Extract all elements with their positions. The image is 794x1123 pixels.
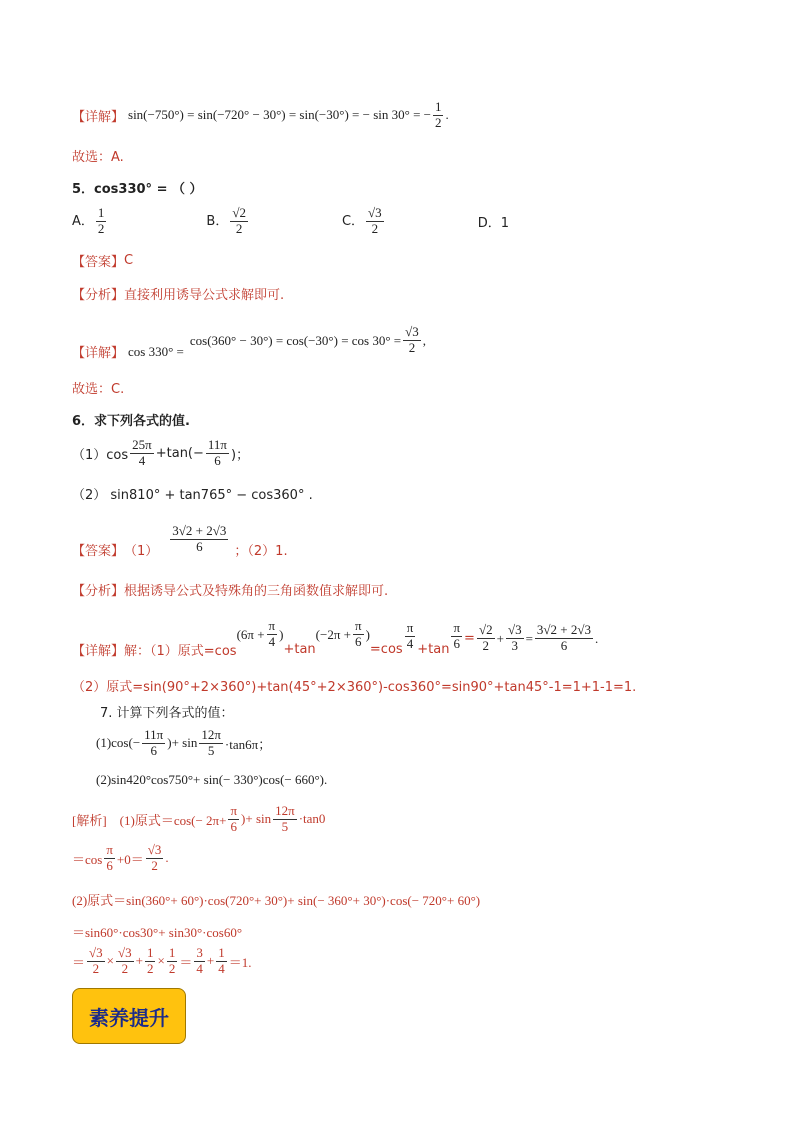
select-answer-line: 故选：A. — [72, 150, 124, 165]
question-6-part-2: （2） sin810° + tan765° − cos360° . — [72, 488, 313, 503]
section-badge: 素养提升 — [72, 988, 186, 1044]
fraction: $\frac{1}{2}$ — [434, 99, 442, 130]
answer-line: 【答案】 C — [72, 253, 134, 270]
question-7: 7. 计算下列各式的值： — [100, 706, 234, 721]
solution-line-4: ＝sin60°·cos30°+ sin30°·cos60° — [72, 925, 243, 940]
solution-line-1: [解析] (1)原式＝cos(− 2π+ $\frac{\pi}{6}$ )+ sin $\frac{12\pi}{5}$ ·tan0 — [72, 803, 326, 834]
option-b: B． $\frac{√2}{2}$ — [206, 205, 246, 236]
option-d: D．1 — [477, 215, 509, 231]
detail-6-line-2: （2）原式=sin(90°+2×360°)+tan(45°+2×360°)-cos360°=sin90°+tan45°-1=1+1-1=1. — [72, 680, 637, 695]
select-answer-line-2: 故选：C. — [72, 382, 125, 397]
question-7-part-2: (2)sin420°cos750°+ sin(− 330°)cos(− 660°). — [96, 772, 328, 787]
solution-line-3: (2)原式＝sin(360°+ 60°)·cos(720°+ 30°)+ sin(− 360°+ 30°)·cos(− 720°+ 60°) — [72, 893, 481, 908]
solution-line-2: ＝cos $\frac{\pi}{6}$ +0＝ $\frac{√3}{2}$ . — [72, 842, 169, 873]
option-c: C． $\frac{√3}{2}$ — [341, 205, 382, 236]
line-detail-1: 【详解】 sin(−750°) = sin(−720° − 30°) = sin(−30°) = − sin 30° = − $\frac{1}{2}$ . — [72, 99, 449, 130]
detail-line-2: 【详解】 cos 330° = cos(360° − 30°) = cos(−30°) = cos 30° = $\frac{√3}{2}$ , — [72, 324, 427, 361]
answer-6-line: 【答案】 （1） $\frac{3√2 + 2√3}{6}$ ；（2）1. — [72, 523, 288, 559]
detail-tag: 【详解】 — [72, 109, 125, 125]
solution-line-5: ＝ $\frac{√3}{2}$ × $\frac{√3}{2}$ + $\frac{1}{2}$ × $\frac{1}{2}$ ＝ $\frac{3}{4}$ + $\frac{1}{4}$ ＝1. — [72, 945, 252, 976]
analysis-6-line: 【分析】 根据诱导公式及特殊角的三角函数值求解即可. — [72, 584, 389, 599]
math-expression: sin(−750°) = sin(−720° − 30°) = sin(−30°) = − sin 30° = − — [128, 107, 431, 123]
option-a: A． $\frac{1}{2}$ — [72, 205, 105, 236]
question-6-part-1: （1）cos $\frac{25\pi}{4}$ +tan(− $\frac{11\pi}{6}$ )； — [72, 437, 250, 468]
analysis-line: 【分析】 直接利用诱导公式求解即可. — [72, 288, 285, 303]
options-row — [72, 206, 509, 237]
question-7-part-1: (1)cos(− $\frac{11\pi}{6}$ )+ sin $\frac{12\pi}{5}$ ·tan6π； — [96, 727, 272, 758]
question-5: 5．cos330° = （ ） — [72, 182, 203, 197]
detail-6-line-1: 【详解】 解：（1）原式=cos (6π + $\frac{\pi}{4}$ ) +tan (−2π + $\frac{\pi}{6}$ ) =cos $\frac{\pi}{4}$ +tan $\frac{\pi}{6}$ = $\frac{√2}{2}$ + $\frac{√3}{3}$ = $\frac{3√2 + 2√3}{6}$ . — [72, 618, 599, 659]
question-6: 6．求下列各式的值. — [72, 414, 190, 429]
